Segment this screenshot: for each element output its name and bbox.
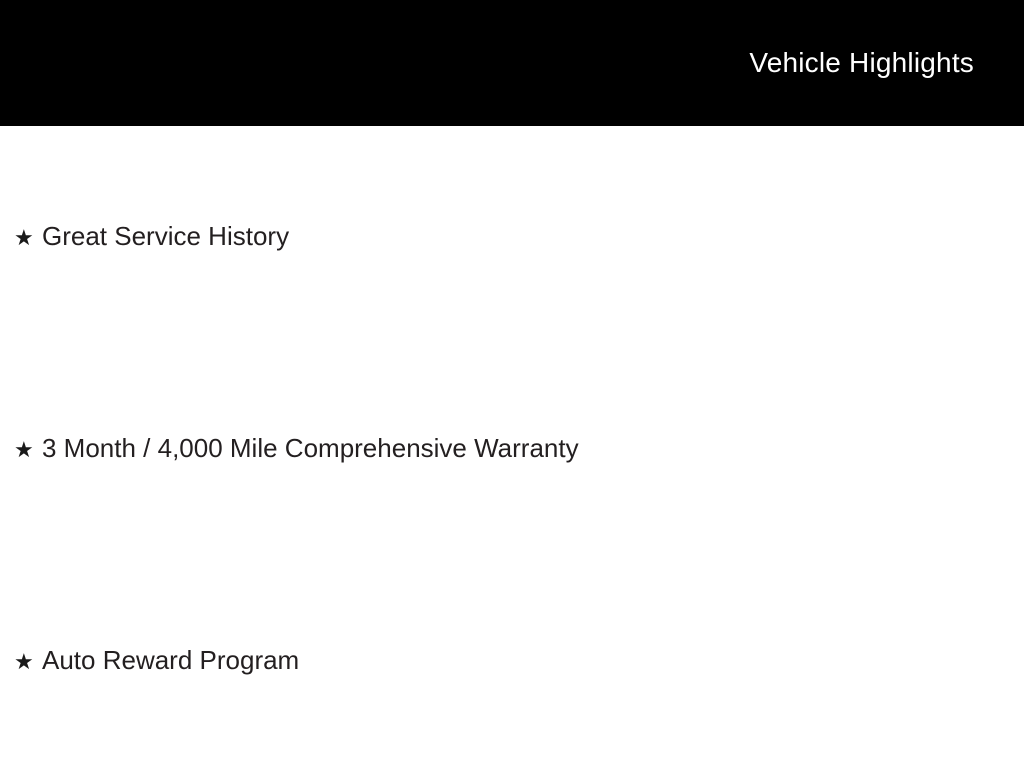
page-title: Vehicle Highlights: [749, 47, 974, 78]
star-icon: ★: [14, 225, 34, 250]
header-bar: [0, 0, 1024, 126]
star-icon: ★: [14, 649, 34, 674]
star-icon: ★: [14, 437, 34, 462]
highlight-label: Great Service History: [42, 221, 290, 251]
list-item: [14, 222, 289, 252]
list-item: [14, 646, 299, 676]
highlights-list: [0, 126, 1024, 768]
highlight-label: Auto Reward Program: [42, 645, 300, 675]
list-item: [14, 434, 579, 464]
highlight-label: 3 Month / 4,000 Mile Comprehensive Warranty: [42, 433, 579, 463]
